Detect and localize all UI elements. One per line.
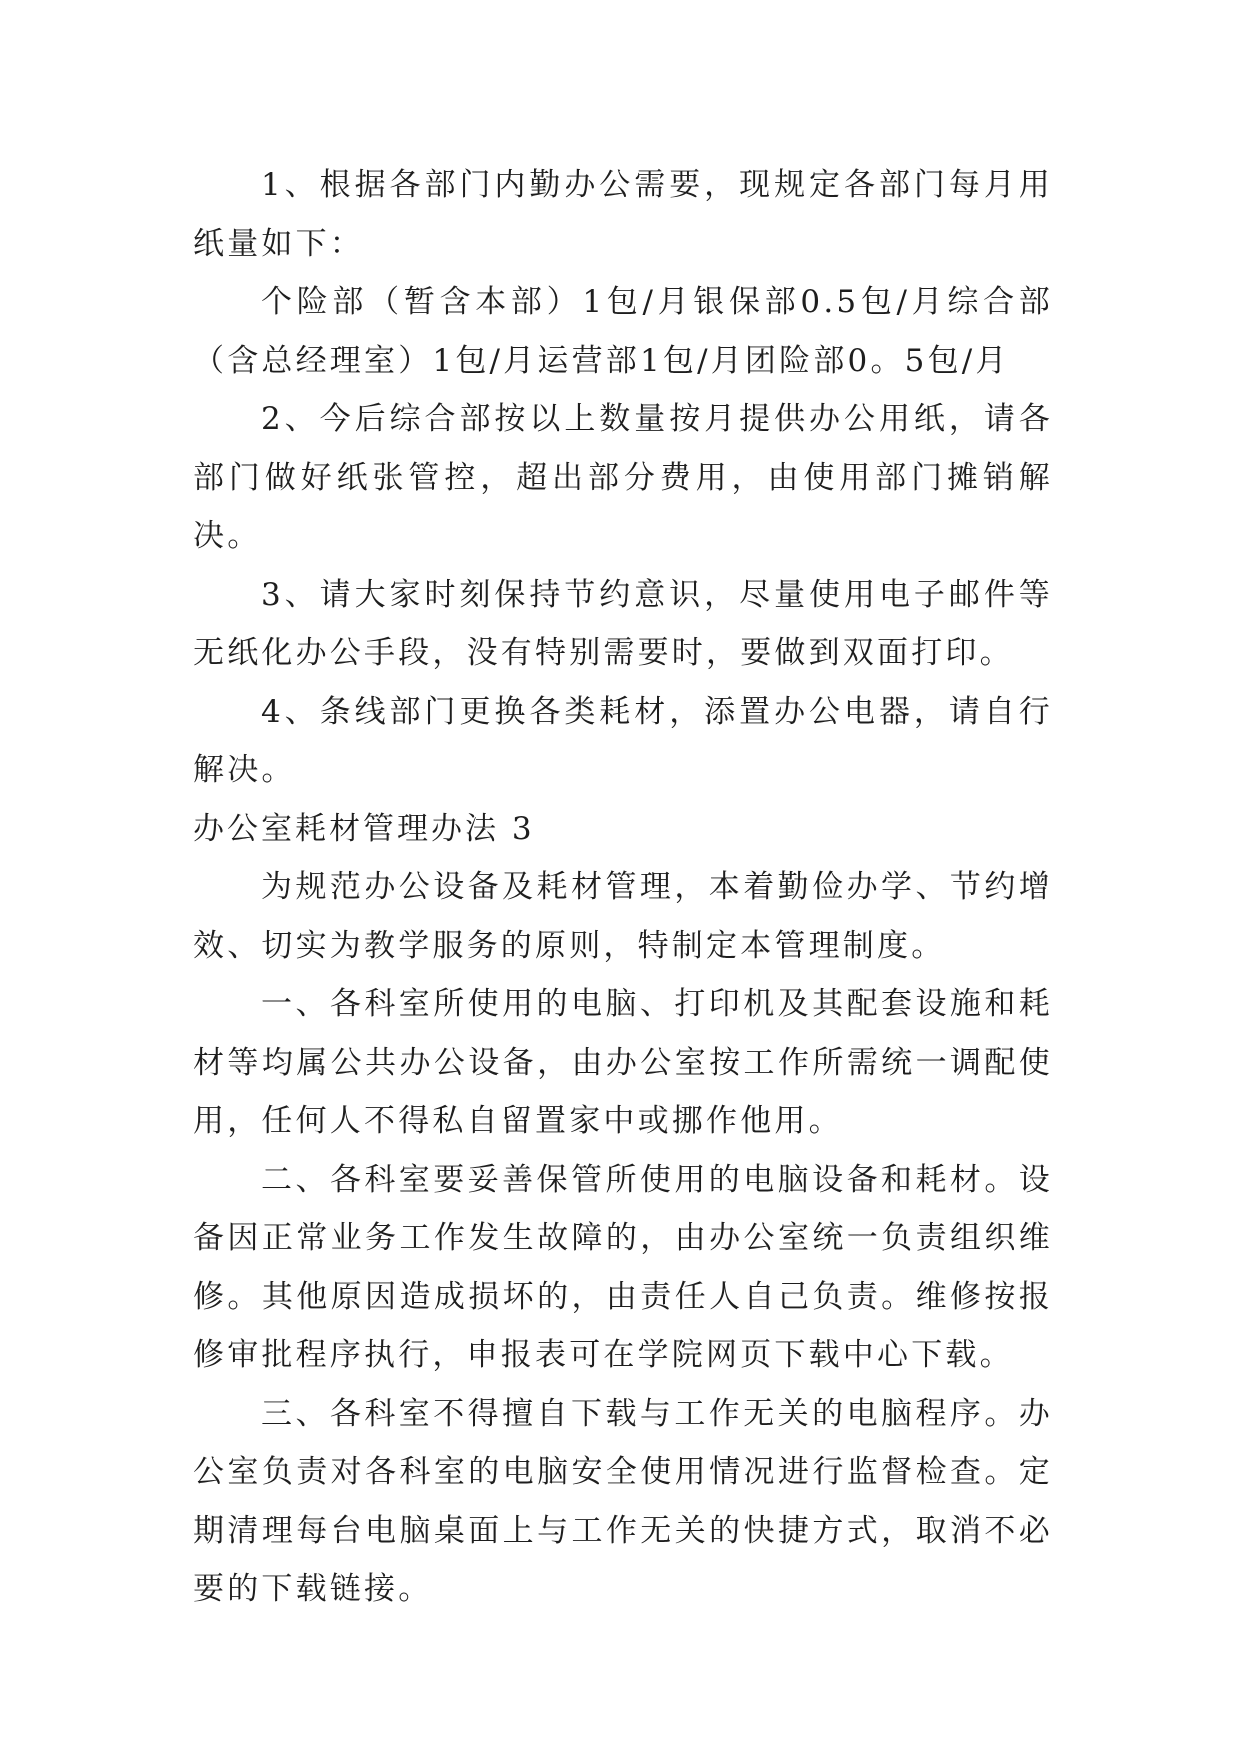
- section-heading: 办公室耗材管理办法 3: [193, 810, 535, 847]
- paragraph-saving-awareness: 3、请大家时刻保持节约意识，尽量使用电子邮件等无纸化办公手段，没有特别需要时，要做到双面打印。: [193, 576, 1053, 671]
- paragraph-rule-one: 一、各科室所使用的电脑、打印机及其配套设施和耗材等均属公共办公设备，由办公室按工作所需统一调配使用，任何人不得私自留置家中或挪作他用。: [193, 986, 1053, 1139]
- paragraph-consumables-replacement: 4、条线部门更换各类耗材，添置办公电器，请自行解决。: [193, 693, 1053, 788]
- document-body: [193, 156, 1053, 1619]
- paragraph-paper-supply: 2、今后综合部按以上数量按月提供办公用纸，请各部门做好纸张管控，超出部分费用，由使用部门摊销解决。: [193, 401, 1053, 554]
- paragraph-rule-three: 三、各科室不得擅自下载与工作无关的电脑程序。办公室负责对各科室的电脑安全使用情况进行监督检查。定期清理每台电脑桌面上与工作无关的快捷方式，取消不必要的下载链接。: [193, 1395, 1053, 1607]
- paragraph-paper-quota: 1、根据各部门内勤办公需要，现规定各部门每月用纸量如下：: [193, 167, 1053, 262]
- paragraph-department-quotas: 个险部（暂含本部）1包/月银保部0.5包/月综合部（含总经理室）1包/月运营部1包/月团险部0。5包/月: [193, 284, 1053, 379]
- paragraph-rule-two: 二、各科室要妥善保管所使用的电脑设备和耗材。设备因正常业务工作发生故障的，由办公室统一负责组织维修。其他原因造成损坏的，由责任人自己负责。维修按报修审批程序执行，申报表可在学院网页下载中心下载。: [193, 1161, 1053, 1373]
- paragraph-purpose: 为规范办公设备及耗材管理，本着勤俭办学、节约增效、切实为教学服务的原则，特制定本管理制度。: [193, 869, 1053, 964]
